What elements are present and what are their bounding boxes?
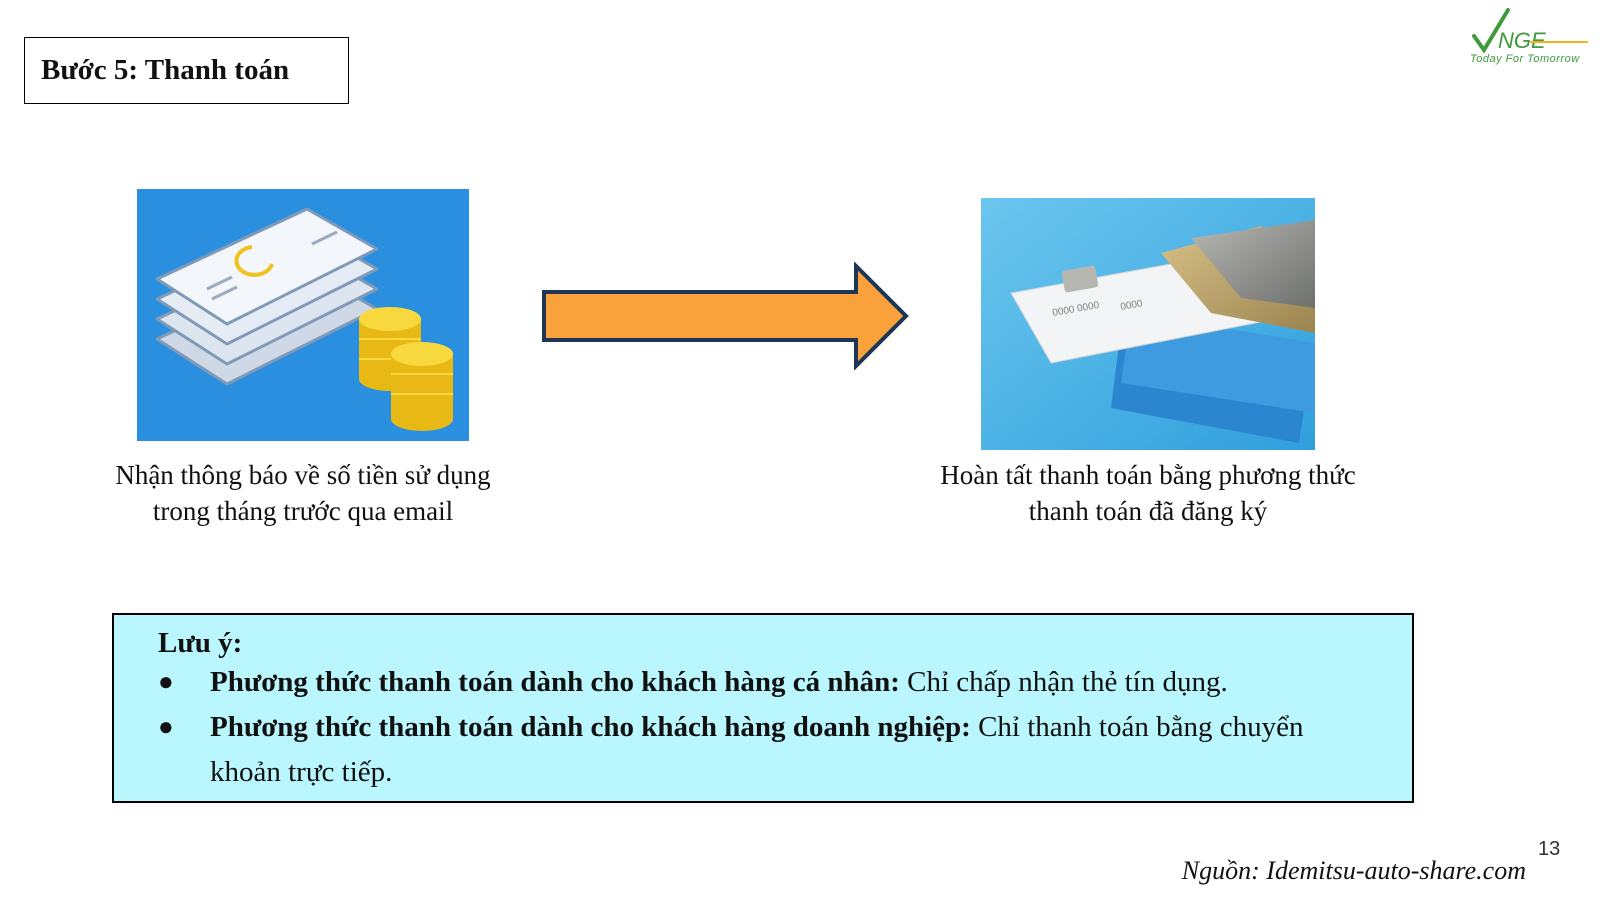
step1-caption xyxy=(88,457,518,529)
svg-text:0000: 0000 xyxy=(1119,298,1144,313)
bullet-icon: ● xyxy=(158,667,174,696)
step1-caption-line1: Nhận thông báo về số tiền sử dụng xyxy=(115,460,491,490)
page-number: 13 xyxy=(1538,838,1561,860)
note-item-bold: Phương thức thanh toán dành cho khách hàng cá nhân: xyxy=(210,666,900,698)
logo-tagline: Today For Tomorrow xyxy=(1470,53,1580,65)
step2-caption xyxy=(905,457,1391,529)
svg-text:0000 0000: 0000 0000 xyxy=(1051,299,1101,319)
credit-cards-photo xyxy=(981,198,1315,450)
process-arrow-icon xyxy=(540,262,912,370)
step1-caption-line2: trong tháng trước qua email xyxy=(152,496,454,526)
step2-caption-line2: thanh toán đã đăng ký xyxy=(1028,496,1268,526)
note-box xyxy=(112,613,1414,803)
bill-with-coins-icon xyxy=(137,189,469,441)
note-item-business xyxy=(210,705,1370,795)
svg-text:NGE: NGE xyxy=(1498,28,1546,53)
slide-title: Bước 5: Thanh toán xyxy=(41,54,290,86)
note-item-text: Chỉ thanh toán bằng chuyển khoản trực tiếp. xyxy=(210,711,1304,788)
step2-caption-line1: Hoàn tất thanh toán bằng phương thức xyxy=(940,460,1356,490)
slide-title-box xyxy=(24,37,349,104)
note-item-individual xyxy=(210,660,1370,705)
bullet-icon: ● xyxy=(158,712,174,741)
note-title: Lưu ý: xyxy=(158,627,243,659)
source-citation: Nguồn: Idemitsu-auto-share.com xyxy=(1181,856,1526,885)
note-item-text: Chỉ chấp nhận thẻ tín dụng. xyxy=(899,666,1228,698)
note-item-bold: Phương thức thanh toán dành cho khách hàng doanh nghiệp: xyxy=(210,711,971,743)
